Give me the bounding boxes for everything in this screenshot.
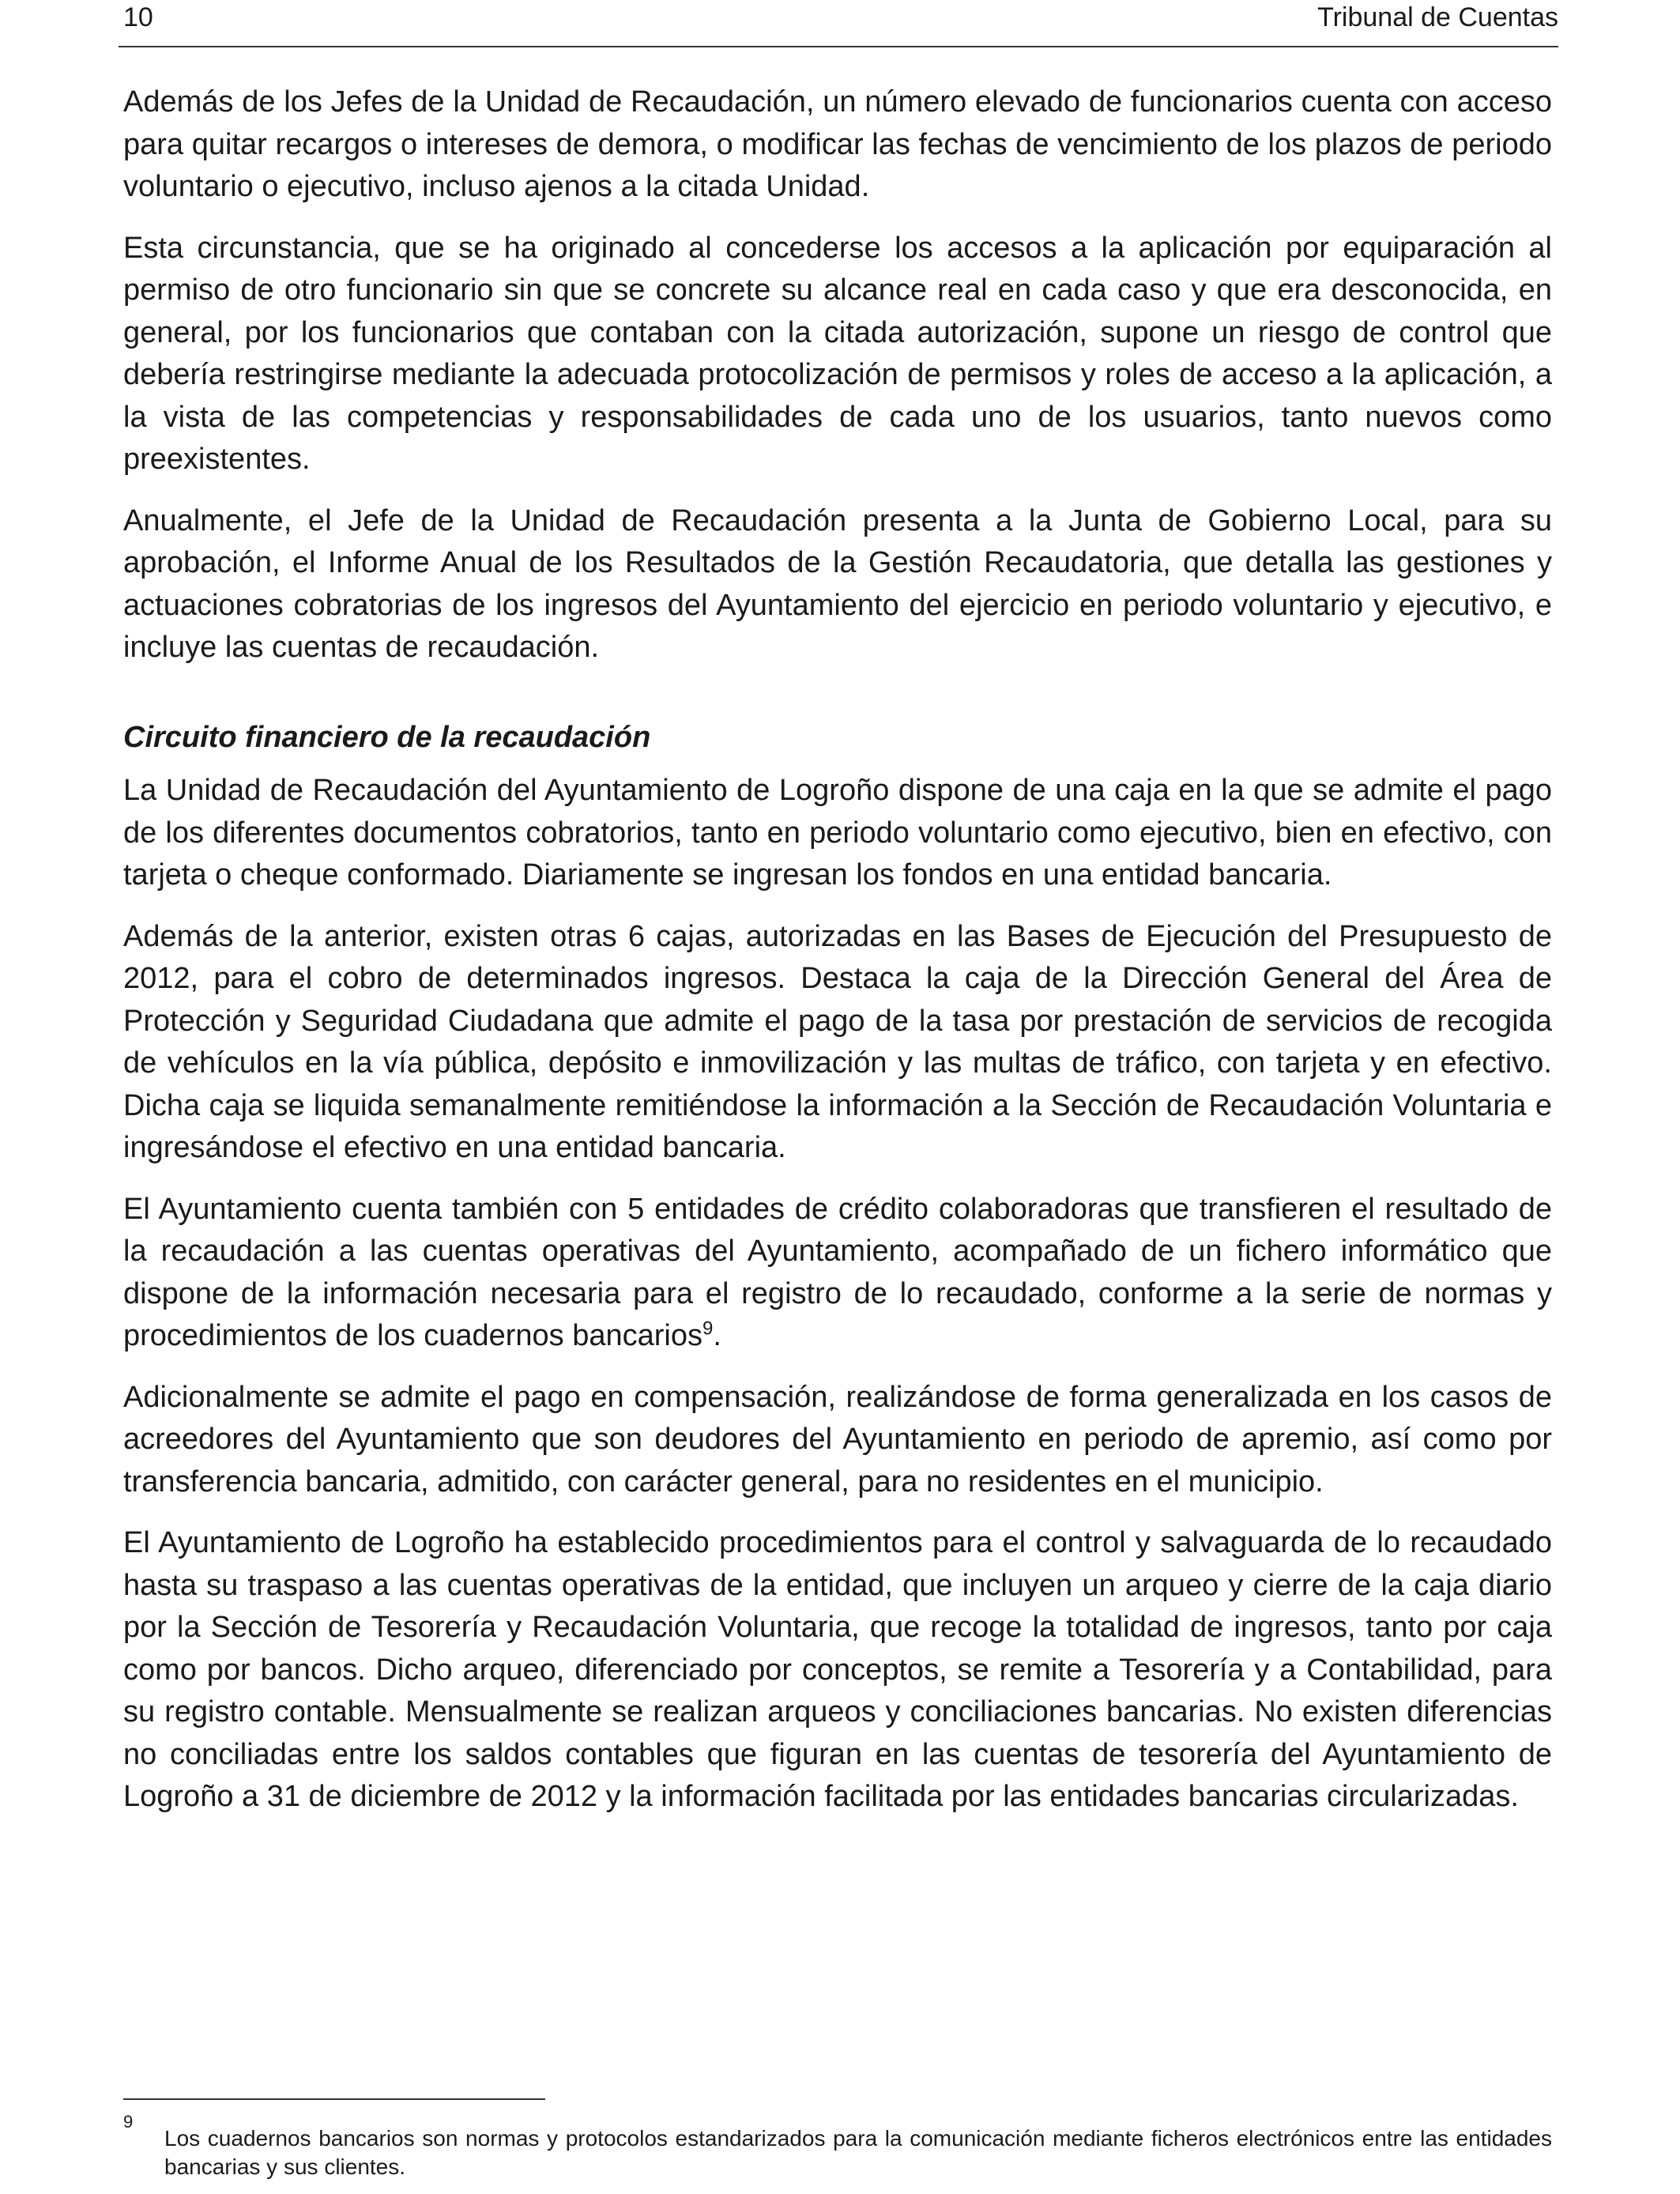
- footnote-text: Los cuadernos bancarios son normas y protocolos estandarizados para la comunicación mediante ficheros electrónicos entre las entidades bancarias y sus clientes.: [164, 2126, 1552, 2179]
- footnote-mark: 9: [123, 2112, 134, 2132]
- paragraph: Esta circunstancia, que se ha originado al concederse los accesos a la aplicación por equiparación al permiso de otro funcionario sin que se concrete su alcance real en cada caso y que era desconocida, en general, por los funcionarios que contaban con la citada autorización, supone un riesgo de control que debería restringirse mediante la adecuada protocolización de permisos y roles de acceso a la aplicación, a la vista de las competencias y responsabilidades de cada uno de los usuarios, tanto nuevos como preexistentes.: [123, 231, 1552, 476]
- document-body: [123, 81, 1552, 1838]
- footnote-reference[interactable]: 9: [702, 1318, 714, 1340]
- paragraph-with-footnote-ref: [123, 1189, 1552, 1358]
- page-header: [119, 0, 1558, 47]
- paragraph: Además de la anterior, existen otras 6 cajas, autorizadas en las Bases de Ejecución del Presupuesto de 2012, para el cobro de determinados ingresos. Destaca la caja de la Dirección General del Área de Protección y Seguridad Ciudadana que admite el pago de la tasa por prestación de servicios de recogida de vehículos en la vía pública, depósito e inmovilización y las multas de tráfico, con tarjeta y en efectivo. Dicha caja se liquida semanalmente remitiéndose la información a la Sección de Recaudación Voluntaria e ingresándose el efectivo en una entidad bancaria.: [123, 919, 1552, 1164]
- paragraph: La Unidad de Recaudación del Ayuntamiento de Logroño dispone de una caja en la que se admite el pago de los diferentes documentos cobratorios, tanto en periodo voluntario como ejecutivo, bien en efectivo, con tarjeta o cheque conformado. Diariamente se ingresan los fondos en una entidad bancaria.: [123, 774, 1552, 892]
- running-title: Tribunal de Cuentas: [1317, 2, 1558, 32]
- paragraph: El Ayuntamiento de Logroño ha establecido procedimientos para el control y salvaguarda de lo recaudado hasta su traspaso a las cuentas operativas de la entidad, que incluyen un arqueo y cierre de la caja diario por la Sección de Tesorería y Recaudación Voluntaria, que recoge la totalidad de ingresos, tanto por caja como por bancos. Dicho arqueo, diferenciado por conceptos, se remite a Tesorería y a Contabilidad, para su registro contable. Mensualmente se realizan arqueos y conciliaciones bancarias. No existen diferencias no conciliadas entre los saldos contables que figuran en las cuentas de tesorería del Ayuntamiento de Logroño a 31 de diciembre de 2012 y la información facilitada por las entidades bancarias circularizadas.: [123, 1526, 1552, 1813]
- footnote-separator: [123, 2098, 545, 2100]
- paragraph: Anualmente, el Jefe de la Unidad de Recaudación presenta a la Junta de Gobierno Local, para su aprobación, el Informe Anual de los Resultados de la Gestión Recaudatoria, que detalla las gestiones y actuaciones cobratorias de los ingresos del Ayuntamiento del ejercicio en periodo voluntario y ejecutivo, e incluye las cuentas de recaudación.: [123, 503, 1552, 664]
- section-heading: Circuito financiero de la recaudación: [123, 720, 651, 754]
- page-number: 10: [123, 2, 153, 32]
- paragraph-end: .: [713, 1319, 721, 1352]
- paragraph: Además de los Jefes de la Unidad de Recaudación, un número elevado de funcionarios cuenta con acceso para quitar recargos o intereses de demora, o modificar las fechas de vencimiento de los plazos de periodo voluntario o ejecutivo, incluso ajenos a la citada Unidad.: [123, 85, 1552, 203]
- paragraph: Adicionalmente se admite el pago en compensación, realizándose de forma generalizada en los casos de acreedores del Ayuntamiento que son deudores del Ayuntamiento en periodo de apremio, así como por transferencia bancaria, admitido, con carácter general, para no residentes en el municipio.: [123, 1380, 1552, 1498]
- footnote: [123, 2112, 1552, 2181]
- paragraph-text: El Ayuntamiento cuenta también con 5 entidades de crédito colaboradoras que transfieren el resultado de la recaudación a las cuentas operativas del Ayuntamiento, acompañado de un fichero informático que dispone de la información necesaria para el registro de lo recaudado, conforme a la serie de normas y procedimientos de los cuadernos bancarios: [123, 1192, 1552, 1352]
